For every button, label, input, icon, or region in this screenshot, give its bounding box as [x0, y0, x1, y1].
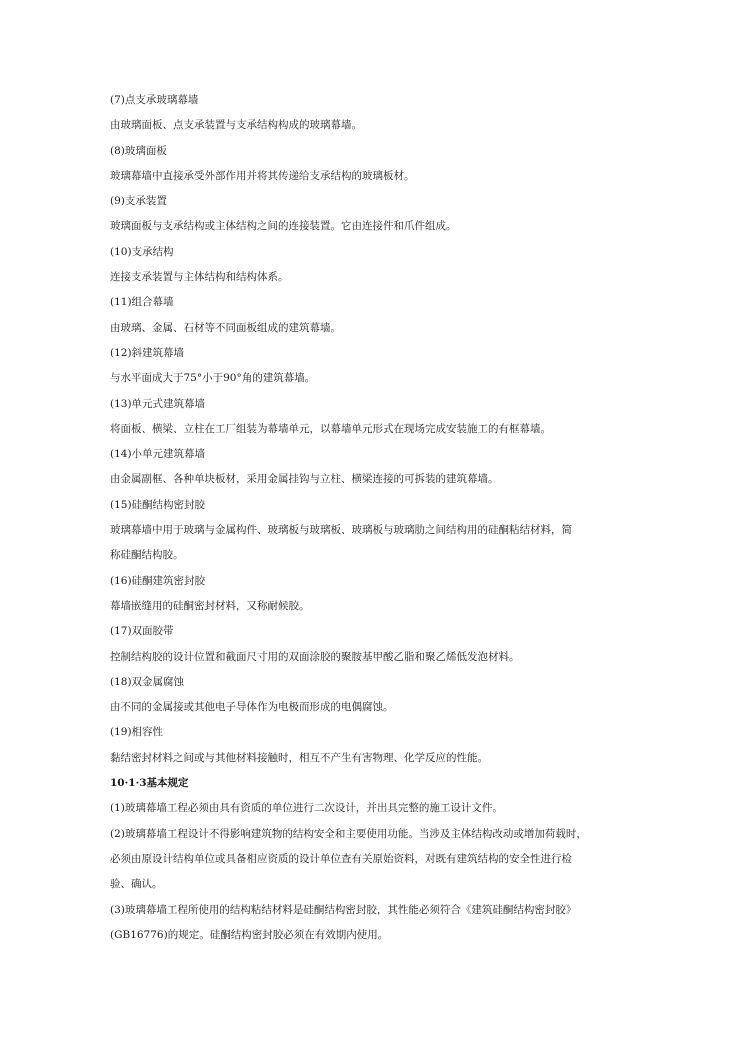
- text-line: 必须由原设计结构单位或具备相应资质的设计单位查有关原始资料，对既有建筑结构的安全性进行检: [110, 852, 572, 865]
- text-line: (15)硅酮结构密封胶: [110, 498, 206, 511]
- text-line: 由不同的金属接或其他电子导体作为电极而形成的电偶腐蚀。: [110, 701, 394, 714]
- text-line: (16)硅酮建筑密封胶: [110, 574, 206, 587]
- text-line: 黏结密封材料之间或与其他材料接触时，相互不产生有害物理、化学反应的性能。: [110, 751, 488, 764]
- text-line: (12)斜建筑幕墙: [110, 346, 185, 359]
- text-line: (11)组合幕墙: [110, 296, 174, 309]
- text-line: 连接支承装置与主体结构和结构体系。: [110, 271, 289, 284]
- text-line: (18)双金属腐蚀: [110, 675, 185, 688]
- text-line: (3)玻璃幕墙工程所使用的结构粘结材料是硅酮结构密封胶，其性能必须符合《建筑硅酮结构密封胶》: [110, 903, 577, 916]
- text-line: 玻璃幕墙中用于玻璃与金属构件、玻璃板与玻璃板、玻璃板与玻璃肋之间结构用的硅酮粘结材料，简: [110, 524, 572, 537]
- text-line: (19)相容性: [110, 726, 164, 739]
- text-line: (7)点支承玻璃幕墙: [110, 94, 199, 106]
- text-line: 将面板、横梁、立柱在工厂组装为幕墙单元，以幕墙单元形式在现场完成安装施工的有框幕墙。: [110, 422, 551, 435]
- text-line: (10)支承结构: [110, 245, 174, 258]
- text-line: 由玻璃面板、点支承装置与支承结构构成的玻璃幕墙。: [110, 119, 362, 132]
- text-line: (9)支承装置: [110, 195, 167, 208]
- text-line: (14)小单元建筑幕墙: [110, 448, 206, 461]
- text-line: 由金属副框、各种单块板材，采用金属挂钩与立柱、横梁连接的可拆装的建筑幕墙。: [110, 473, 499, 486]
- text-line: 与水平面成大于75°小于90°角的建筑幕墙。: [110, 372, 316, 385]
- document-body: [110, 88, 640, 948]
- text-line: 幕墙嵌缝用的硅酮密封材料，又称耐候胶。: [110, 599, 310, 612]
- text-line: (13)单元式建筑幕墙: [110, 397, 206, 410]
- text-line: 玻璃幕墙中直接承受外部作用并将其传递给支承结构的玻璃板材。: [110, 169, 415, 182]
- text-line: (1)玻璃幕墙工程必须由具有资质的单位进行二次设计，并出具完整的施工设计文件。: [110, 802, 503, 815]
- text-line: 由玻璃、金属、石材等不同面板组成的建筑幕墙。: [110, 321, 341, 334]
- text-line: 验、确认。: [110, 878, 163, 891]
- text-line: (2)玻璃幕墙工程设计不得影响建筑物的结构安全和主要使用功能。当涉及主体结构改动或增加荷载时，: [110, 827, 587, 840]
- text-line: 称硅酮结构胶。: [110, 549, 184, 562]
- text-line: (17)双面胶带: [110, 625, 174, 638]
- section-heading: 10·1·3基本规定: [110, 777, 189, 790]
- text-line: (GB16776)的规定。硅酮结构密封胶必须在有效期内使用。: [110, 928, 389, 941]
- text-line: 玻璃面板与支承结构或主体结构之间的连接装置。它由连接件和爪件组成。: [110, 220, 457, 233]
- text-line: 控制结构胶的设计位置和截面尺寸用的双面涂胶的聚胺基甲酸乙脂和聚乙烯低发泡材料。: [110, 650, 520, 663]
- text-line: (8)玻璃面板: [110, 144, 167, 157]
